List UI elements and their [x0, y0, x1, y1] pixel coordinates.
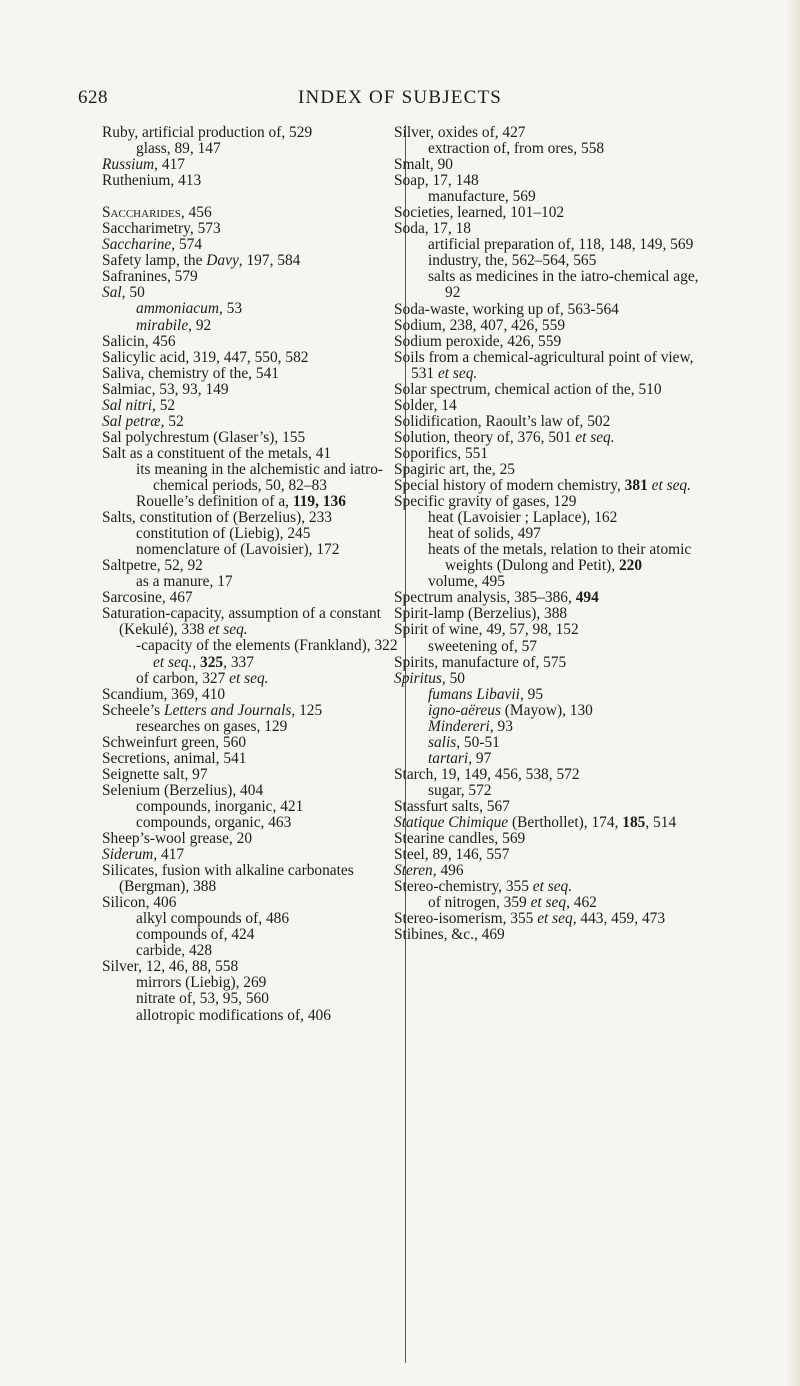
- index-entry: [102, 846, 398, 864]
- entry-text: Solar spectrum, chemical action of the, 510: [394, 380, 662, 398]
- index-entry: [102, 428, 398, 446]
- entry-text: Seignette salt, 97: [102, 765, 208, 783]
- entry-text: Solder, 14: [394, 396, 457, 414]
- index-subentry: [119, 638, 398, 670]
- index-entry: [394, 621, 714, 639]
- entry-text: industry, the, 562–564, 565: [428, 252, 597, 270]
- entry-text: Sal petræ: [102, 412, 161, 430]
- entry-text: Selenium (Berzelius), 404: [102, 781, 264, 799]
- entry-text: (Berthollet), 174,: [508, 814, 623, 832]
- entry-text: -capacity of the elements (Frankland), 322: [136, 637, 398, 655]
- entry-text: , 52: [152, 396, 176, 414]
- entry-text: Saturation-capacity, assumption of a constant (Kekulé), 338: [102, 605, 381, 639]
- entry-text: Societies, learned, 101–102: [394, 204, 565, 222]
- entry-text: Specific gravity of gases, 129: [394, 493, 577, 511]
- entry-text: sugar, 572: [428, 781, 492, 799]
- entry-text: Spirit-lamp (Berzelius), 388: [394, 605, 568, 623]
- index-entry: [394, 300, 714, 318]
- entry-text: Siderum: [102, 846, 154, 864]
- index-subentry: [411, 526, 714, 542]
- entry-text: Statique Chimique: [394, 814, 509, 832]
- entry-text: et seq.: [153, 653, 193, 671]
- entry-text: Soporifics, 551: [394, 444, 489, 462]
- entry-text: Schweinfurt green, 560: [102, 733, 247, 751]
- index-entry: [102, 862, 398, 896]
- index-entry: [394, 220, 714, 238]
- entry-text: Stearine candles, 569: [394, 830, 526, 848]
- index-entry: [394, 124, 714, 141]
- index-subentry: [119, 671, 398, 687]
- entry-text: ammoniacum: [136, 300, 219, 318]
- entry-text: , 52: [160, 412, 184, 430]
- entry-text: 494: [575, 589, 599, 607]
- entry-text: Stereo-isomerism, 355: [394, 910, 538, 928]
- entry-text: tartari: [428, 749, 469, 767]
- index-subentry: [119, 719, 398, 735]
- index-subentry: [119, 141, 398, 157]
- entry-text: 185: [622, 814, 646, 832]
- index-entry: [102, 124, 398, 141]
- index-entry: [394, 765, 714, 783]
- entry-text: et seq.: [437, 364, 478, 382]
- entry-text: (Mayow), 130: [500, 701, 593, 719]
- entry-text: , 50: [121, 284, 145, 302]
- entry-text: mirrors (Liebig), 269: [136, 974, 267, 992]
- entry-text: fumans Libavii: [428, 685, 520, 703]
- entry-text: , 50-51: [456, 733, 500, 751]
- index-entry: [102, 685, 398, 703]
- entry-text: et seq: [537, 910, 573, 928]
- index-subentry: [119, 943, 398, 959]
- index-subentry: [119, 462, 398, 494]
- entry-text: , 514: [645, 814, 677, 832]
- index-entry: [102, 156, 398, 174]
- entry-text: et seq.: [229, 669, 269, 687]
- entry-text: Solution, theory of, 376, 501: [394, 428, 576, 446]
- entry-text: et seq.: [208, 621, 248, 639]
- entry-text: , 97: [468, 749, 492, 767]
- entry-text: et seq.: [575, 428, 615, 446]
- index-entry: [102, 894, 398, 912]
- index-entry: [394, 814, 714, 832]
- index-entry: [102, 364, 398, 382]
- page-header: [0, 87, 800, 111]
- index-subentry: [119, 927, 398, 943]
- entry-text: , 93: [489, 717, 513, 735]
- entry-text: Soda-waste, working up of, 563-564: [394, 300, 619, 318]
- index-subentry: [411, 542, 714, 574]
- index-entry: [394, 380, 714, 398]
- entry-text: Scheele’s: [102, 701, 164, 719]
- index-subentry: [119, 318, 398, 334]
- index-entry: [102, 733, 398, 751]
- entry-text: Sarcosine, 467: [102, 589, 193, 607]
- entry-text: extraction of, from ores, 558: [428, 140, 605, 158]
- entry-text: glass, 89, 147: [136, 140, 221, 158]
- index-subentry: [411, 703, 714, 719]
- entry-text: Ruthenium, 413: [102, 172, 202, 190]
- index-entry: [102, 605, 398, 639]
- index-entry: [102, 396, 398, 414]
- index-entry: [394, 797, 714, 815]
- entry-text: Salt as a constituent of the metals, 41: [102, 444, 332, 462]
- entry-text: Letters and Journals: [163, 701, 292, 719]
- index-entry: [394, 460, 714, 478]
- index-entry: [394, 412, 714, 430]
- entry-text: , 496: [432, 862, 464, 880]
- entry-text: , 417: [154, 156, 185, 174]
- index-entry: [394, 444, 714, 462]
- index-entry: [102, 332, 398, 350]
- entry-text: compounds of, 424: [136, 926, 255, 944]
- entry-text: Spirits, manufacture of, 575: [394, 653, 567, 671]
- entry-text: nitrate of, 53, 95, 560: [136, 990, 269, 1008]
- entry-text: , 95: [519, 685, 544, 703]
- entry-text: Saccharides: [102, 204, 181, 222]
- index-entry: [394, 846, 714, 864]
- index-entry: [394, 493, 714, 511]
- index-subentry: [411, 253, 714, 269]
- entry-text: et seq.: [651, 477, 691, 495]
- index-subentry: [411, 687, 714, 703]
- index-entry: [102, 701, 398, 719]
- entry-text: Smalt, 90: [394, 156, 453, 174]
- index-subentry: [119, 526, 398, 542]
- index-subentry: [411, 735, 714, 751]
- index-entry: [102, 958, 398, 976]
- entry-text: Spiritus: [394, 669, 442, 687]
- index-subentry: [411, 189, 714, 205]
- index-entry: [102, 830, 398, 848]
- index-subentry: [119, 975, 398, 991]
- index-subentry: [119, 542, 398, 558]
- index-entry: [394, 396, 714, 414]
- entry-text: Salts, constitution of (Berzelius), 233: [102, 509, 332, 527]
- index-entry: [102, 236, 398, 254]
- index-subentry: [411, 719, 714, 735]
- entry-text: heat of solids, 497: [428, 525, 541, 543]
- index-subentry: [411, 574, 714, 590]
- entry-text: salis: [428, 733, 457, 751]
- entry-text: , 197, 584: [238, 252, 301, 270]
- entry-text: constitution of (Liebig), 245: [136, 525, 311, 543]
- entry-text: nomenclature of (Lavoisier), 172: [136, 541, 340, 559]
- entry-text: Scandium, 369, 410: [102, 685, 226, 703]
- entry-text: artificial preparation of, 118, 148, 149, 569: [428, 236, 694, 254]
- entry-text: Sal nitri: [102, 396, 153, 414]
- entry-text: Salicin, 456: [102, 332, 176, 350]
- entry-text: of carbon, 327: [136, 669, 230, 687]
- index-entry: [394, 653, 714, 671]
- index-entry: [102, 348, 398, 366]
- entry-text: Saltpetre, 52, 92: [102, 557, 203, 575]
- entry-text: Silicon, 406: [102, 894, 177, 912]
- entry-text: Sodium peroxide, 426, 559: [394, 332, 562, 350]
- entry-text: researches on gases, 129: [136, 717, 288, 735]
- entry-text: heats of the metals, relation to their atomic weights (Dulong and Petit),: [428, 541, 692, 575]
- index-entry: [102, 220, 398, 238]
- entry-text: , 92: [188, 316, 212, 334]
- entry-text: Spirit of wine, 49, 57, 98, 152: [394, 621, 579, 639]
- entry-text: Silver, 12, 46, 88, 558: [102, 958, 239, 976]
- entry-text: Salicylic acid, 319, 447, 550, 582: [102, 348, 309, 366]
- entry-text: Saliva, chemistry of the, 541: [102, 364, 279, 382]
- index-entry: [102, 509, 398, 527]
- entry-text: , 417: [153, 846, 185, 864]
- index-subentry: [119, 991, 398, 1007]
- entry-text: compounds, organic, 463: [136, 813, 292, 831]
- entry-text: , 443, 459, 473: [572, 910, 666, 928]
- index-entry: [394, 589, 714, 607]
- entry-text: Soap, 17, 148: [394, 172, 479, 190]
- index-subentry: [411, 895, 714, 911]
- entry-text: et seq.: [532, 878, 573, 896]
- entry-text: Steel, 89, 146, 557: [394, 846, 510, 864]
- index-entry: [394, 910, 714, 928]
- entry-text: Soda, 17, 18: [394, 220, 471, 238]
- index-entry: [102, 380, 398, 398]
- index-entry: [102, 284, 398, 302]
- index-subentry: [411, 269, 714, 301]
- index-subentry: [411, 751, 714, 767]
- index-entry: [102, 781, 398, 799]
- index-entry: [394, 332, 714, 350]
- entry-text: sweetening of, 57: [428, 637, 537, 655]
- entry-text: , 53: [218, 300, 243, 318]
- entry-text: et seq: [530, 894, 567, 912]
- entry-text: its meaning in the alchemistic and iatro-chemical periods, 50, 82–83: [136, 460, 384, 494]
- entry-text: Stibines, &c., 469: [394, 926, 505, 944]
- entry-text: alkyl compounds of, 486: [136, 910, 290, 928]
- index-column-left: [102, 124, 398, 1024]
- index-entry: [102, 204, 398, 222]
- index-subentry: [119, 574, 398, 590]
- entry-text: Sodium, 238, 407, 426, 559: [394, 316, 566, 334]
- index-entry: [394, 172, 714, 190]
- entry-text: Saccharimetry, 573: [102, 220, 221, 238]
- entry-text: Salmiac, 53, 93, 149: [102, 380, 229, 398]
- entry-text: Davy: [206, 252, 239, 270]
- entry-text: carbide, 428: [136, 942, 213, 960]
- entry-text: 325: [200, 653, 224, 671]
- index-column-right: [394, 124, 714, 1363]
- entry-text: Ruby, artificial production of, 529: [102, 124, 313, 141]
- entry-text: Spagiric art, the, 25: [394, 460, 515, 478]
- entry-text: 381: [624, 477, 648, 495]
- entry-text: ,: [192, 653, 201, 671]
- entry-text: Sal polychrestum (Glaser’s), 155: [102, 428, 306, 446]
- index-subentry: [119, 911, 398, 927]
- index-entry: [102, 589, 398, 607]
- entry-text: Silicates, fusion with alkaline carbonates (Bergman), 388: [102, 862, 354, 896]
- index-entry: [394, 926, 714, 944]
- index-entry: [394, 477, 714, 495]
- index-entry: [394, 878, 714, 896]
- entry-text: Stassfurt salts, 567: [394, 797, 510, 815]
- index-subentry: [119, 1008, 398, 1024]
- entry-text: Secretions, animal, 541: [102, 749, 247, 767]
- entry-text: Russium: [102, 156, 155, 174]
- entry-text: , 462: [566, 894, 597, 912]
- entry-text: allotropic modifications of, 406: [136, 1006, 331, 1024]
- entry-text: Spectrum analysis, 385–386,: [394, 589, 576, 607]
- index-entry: [394, 862, 714, 880]
- index-subentry: [119, 494, 398, 510]
- index-entry: [102, 749, 398, 767]
- entry-text: heat (Lavoisier ; Laplace), 162: [428, 509, 618, 527]
- entry-text: Starch, 19, 149, 456, 538, 572: [394, 765, 580, 783]
- entry-text: Solidification, Raoult’s law of, 502: [394, 412, 611, 430]
- index-entry: [394, 428, 714, 446]
- index-subentry: [119, 301, 398, 317]
- entry-text: Safranines, 579: [102, 268, 198, 286]
- entry-text: volume, 495: [428, 573, 505, 591]
- entry-text: Soils from a chemical-agricultural point of view, 531: [394, 348, 694, 382]
- index-subentry: [411, 510, 714, 526]
- index-entry: [102, 444, 398, 462]
- entry-text: salts as medicines in the iatro-chemical age, 92: [428, 268, 699, 302]
- entry-text: Stereo-chemistry, 355: [394, 878, 533, 896]
- entry-text: 220: [618, 557, 643, 575]
- entry-text: Rouelle’s definition of a,: [136, 493, 293, 511]
- index-subentry: [411, 237, 714, 253]
- entry-text: , 50: [441, 669, 465, 687]
- entry-text: Sheep’s-wool grease, 20: [102, 830, 253, 848]
- index-entry: [394, 348, 714, 382]
- section-gap: [119, 189, 398, 205]
- index-entry: [102, 765, 398, 783]
- entry-text: , 456: [180, 204, 212, 222]
- index-subentry: [411, 639, 714, 655]
- entry-text: , 574: [171, 236, 203, 254]
- index-subentry: [119, 815, 398, 831]
- entry-text: of nitrogen, 359: [428, 894, 531, 912]
- index-entry: [394, 605, 714, 623]
- entry-text: compounds, inorganic, 421: [136, 797, 304, 815]
- entry-text: Silver, oxides of, 427: [394, 124, 526, 141]
- entry-text: Steren: [394, 862, 433, 880]
- entry-text: Safety lamp, the: [102, 252, 207, 270]
- index-entry: [102, 557, 398, 575]
- index-entry: [394, 204, 714, 222]
- entry-text: mirabile: [136, 316, 189, 334]
- entry-text: , 337: [223, 653, 254, 671]
- page-number: 628: [78, 87, 108, 108]
- index-subentry: [411, 141, 714, 157]
- index-entry: [394, 316, 714, 334]
- index-entry: [102, 412, 398, 430]
- page-title: INDEX OF SUBJECTS: [297, 87, 503, 108]
- index-subentry: [411, 783, 714, 799]
- entry-text: as a manure, 17: [136, 573, 233, 591]
- entry-text: Sal: [102, 284, 122, 302]
- entry-text: manufacture, 569: [428, 188, 536, 206]
- index-entry: [102, 252, 398, 270]
- index-entry: [102, 172, 398, 190]
- index-entry: [102, 268, 398, 286]
- page-edge-shadow: [786, 0, 800, 1386]
- entry-text: Mindereri: [428, 717, 490, 735]
- entry-text: Special history of modern chemistry,: [394, 477, 625, 495]
- index-entry: [394, 830, 714, 848]
- index-entry: [394, 669, 714, 687]
- entry-text: igno-aëreus: [428, 701, 501, 719]
- entry-text: Saccharine: [102, 236, 172, 254]
- index-subentry: [119, 799, 398, 815]
- entry-text: , 125: [291, 701, 323, 719]
- entry-text: 119, 136: [292, 493, 346, 511]
- index-entry: [394, 156, 714, 174]
